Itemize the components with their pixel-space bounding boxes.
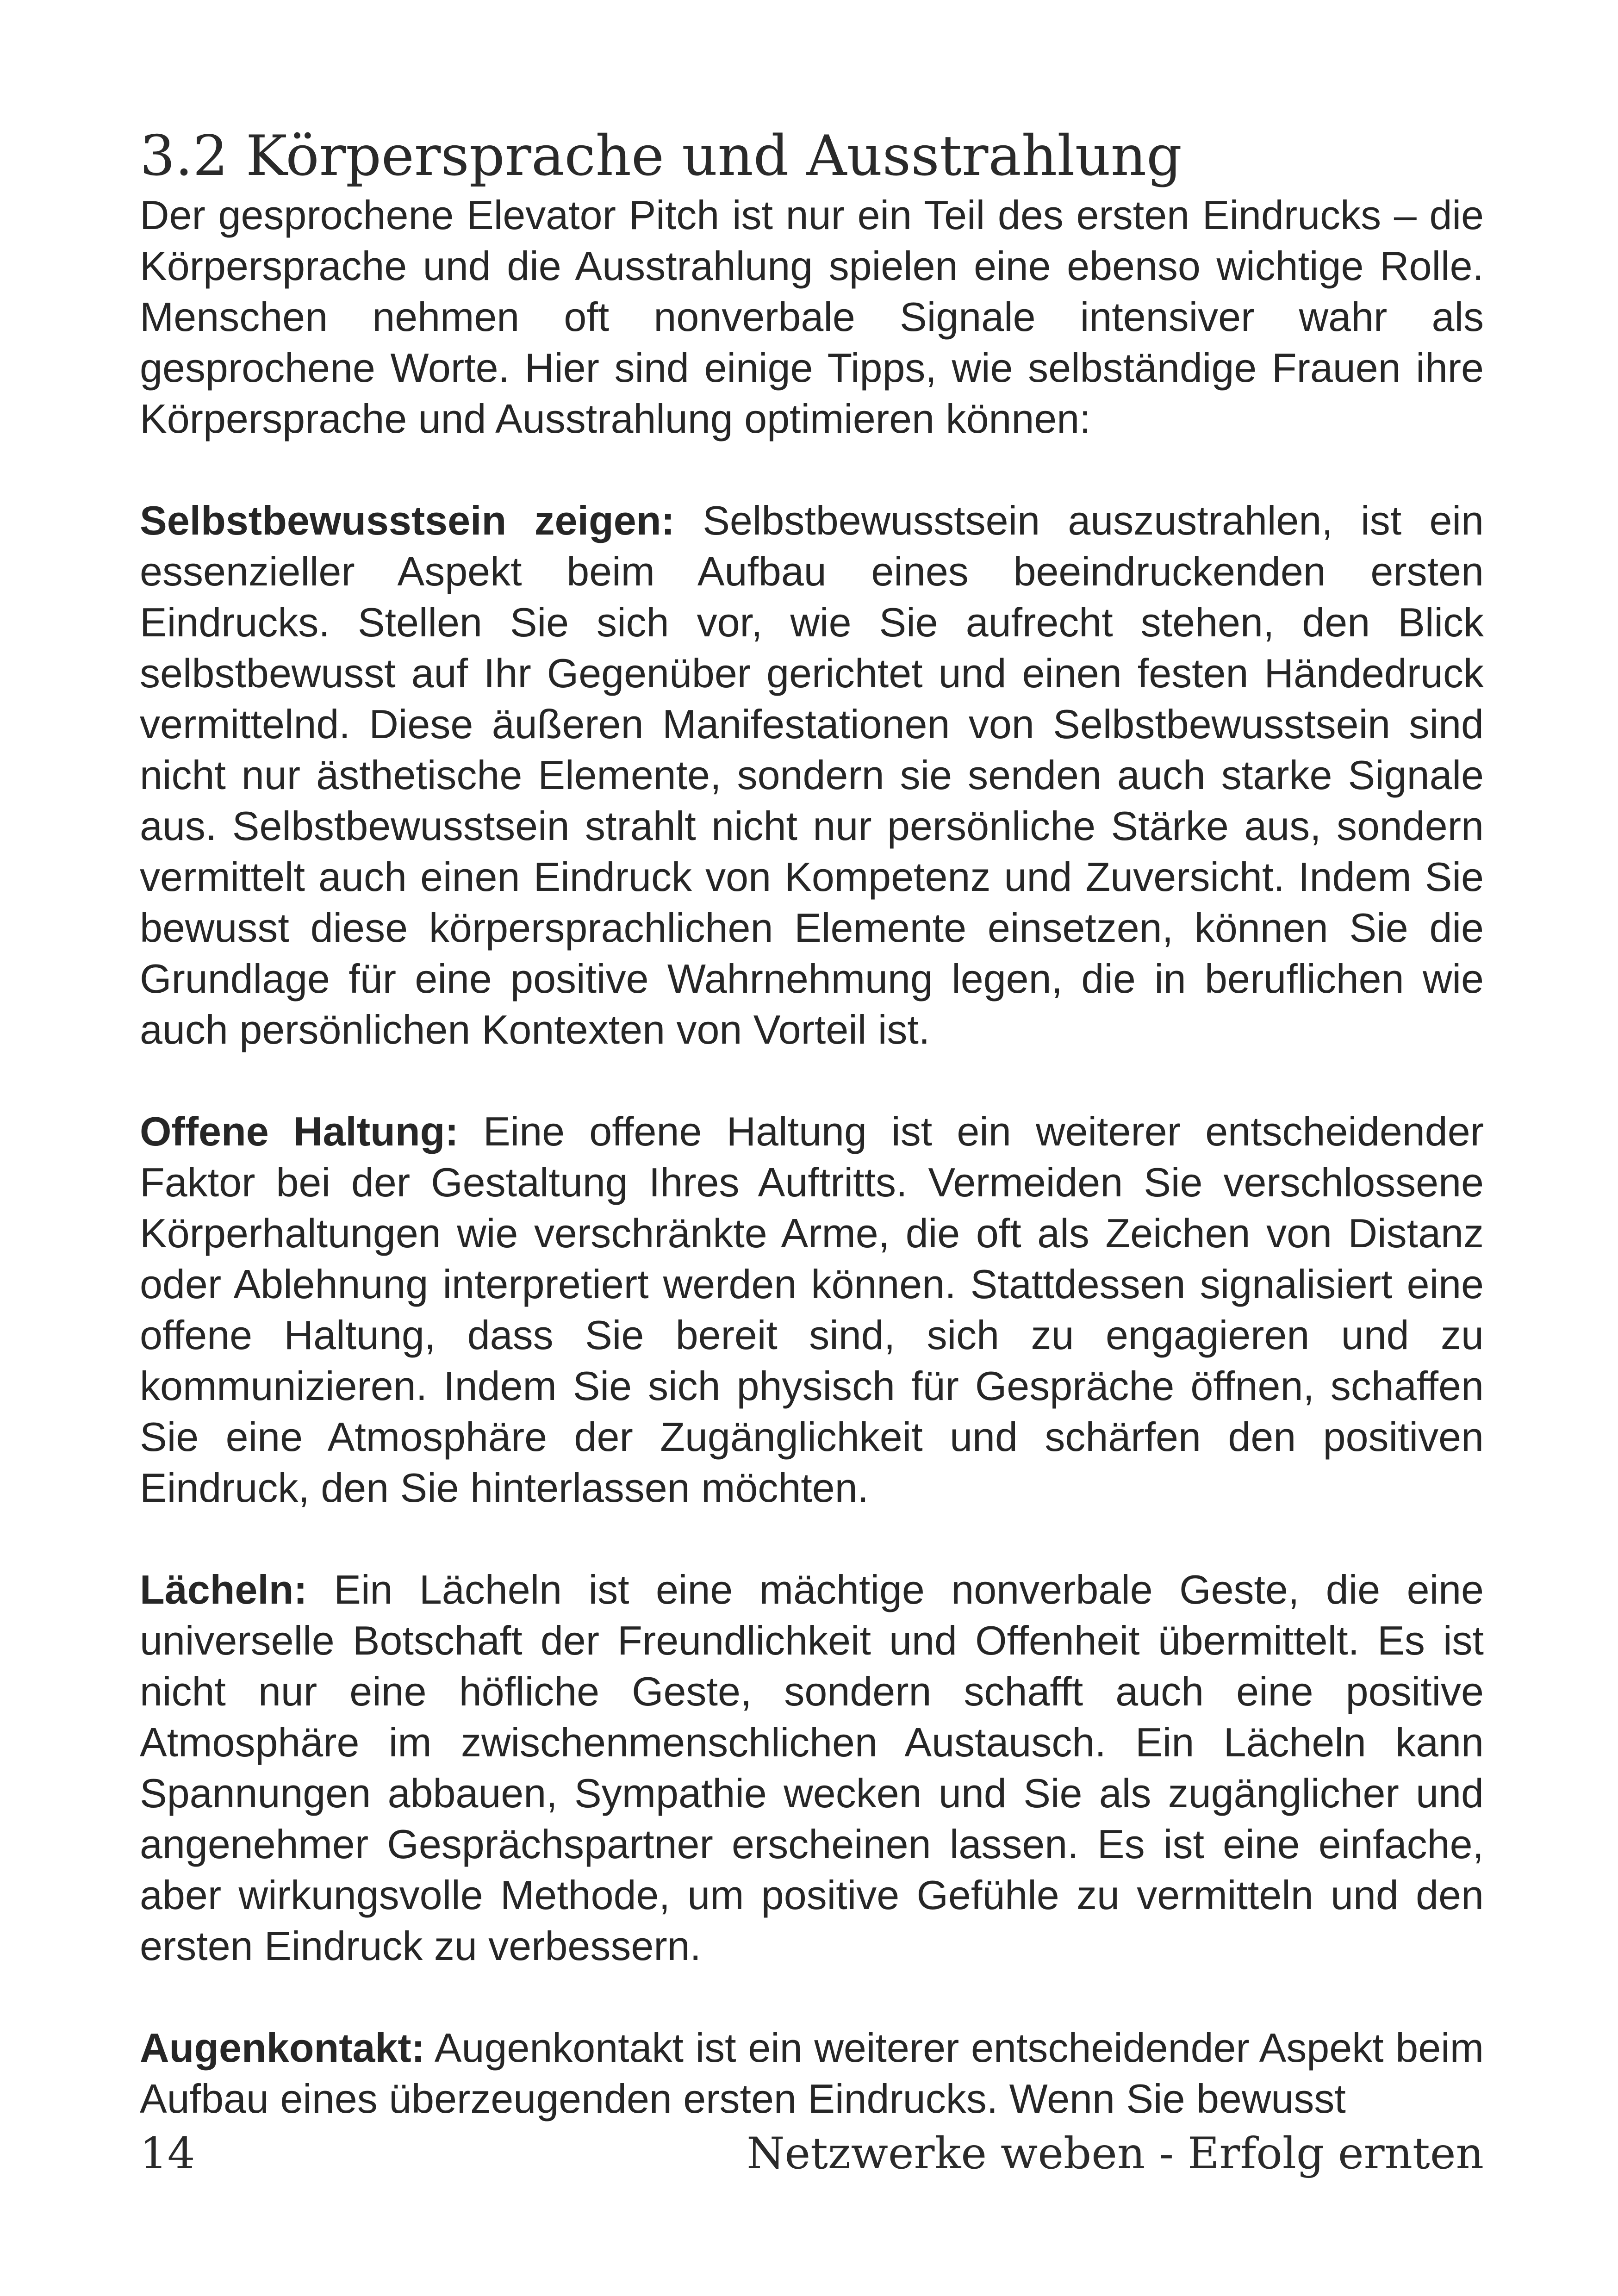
intro-paragraph: Der gesprochene Elevator Pitch ist nur ein Teil des ersten Eindrucks – die Körpersprache und die Ausstrahlung spielen eine ebenso wichtige Rolle. Menschen nehmen oft nonverbale Signale intensiver wahr als gesprochene Worte. Hier sind einige Tipps, wie selbständige Frauen ihre Körpersprache und Ausstrahlung optimieren können: <box>140 192 1484 442</box>
paragraph-lead: Augenkontakt: <box>140 2025 425 2071</box>
paragraph-text: Eine offene Haltung ist ein weiterer entscheidender Faktor bei der Gestaltung Ihres Auftritts. Vermeiden Sie verschlossene Körperhaltungen wie verschränkte Arme, die oft als Zeichen von Distanz oder Ablehnung interpretiert werden können. Stattdessen signalisiert eine offene Haltung, dass Sie bereit sind, sich zu engagieren und zu kommunizieren. Indem Sie sich physisch für Gespräche öffnen, schaffen Sie eine Atmosphäre der Zugänglichkeit und schärfen den positiven Eindruck, den Sie hinterlassen möchten. <box>140 1108 1484 1511</box>
paragraph-text: Augenkontakt ist ein weiterer entscheidender Aspekt beim Aufbau eines überzeugenden ersten Eindrucks. Wenn Sie bewusst <box>140 2025 1484 2122</box>
paragraph-lead: Offene Haltung: <box>140 1108 459 1154</box>
book-title: Netzwerke weben - Erfolg ernten <box>747 2128 1484 2179</box>
paragraph-laecheln <box>140 1564 1484 1972</box>
page-footer <box>140 2126 1484 2182</box>
page-number: 14 <box>140 2128 195 2179</box>
paragraph-text: Ein Lächeln ist eine mächtige nonverbale Geste, die eine universelle Botschaft der Freundlichkeit und Offenheit übermittelt. Es ist nicht nur eine höfliche Geste, sondern schafft auch eine positive Atmosphäre im zwischenmenschlichen Austausch. Ein Lächeln kann Spannungen abbauen, Sympathie wecken und Sie als zugänglicher und angenehmer Gesprächspartner erscheinen lassen. Es ist eine einfache, aber wirkungsvolle Methode, um positive Gefühle zu vermitteln und den ersten Eindruck zu verbessern. <box>140 1567 1484 1969</box>
paragraph-selbstbewusstsein <box>140 495 1484 1055</box>
paragraph-augenkontakt <box>140 2022 1484 2124</box>
paragraph-lead: Lächeln: <box>140 1567 307 1612</box>
paragraph-text: Selbstbewusstsein auszustrahlen, ist ein essenzieller Aspekt beim Aufbau eines beeindruckenden ersten Eindrucks. Stellen Sie sich vor, wie Sie aufrecht stehen, den Blick selbstbewusst auf Ihr Gegenüber gerichtet und einen festen Händedruck vermittelnd. Diese äußeren Manifestationen von Selbstbewusstsein sind nicht nur ästhetische Elemente, sondern sie senden auch starke Signale aus. Selbstbewusstsein strahlt nicht nur persönliche Stärke aus, sondern vermittelt auch einen Eindruck von Kompetenz und Zuversicht. Indem Sie bewusst diese körpersprachlichen Elemente einsetzen, können Sie die Grundlage für eine positive Wahrnehmung legen, die in beruflichen wie auch persönlichen Kontexten von Vorteil ist. <box>140 498 1484 1052</box>
section-heading: 3.2 Körpersprache und Ausstrahlung <box>140 124 1182 188</box>
paragraph-lead: Selbstbewusstsein zeigen: <box>140 498 675 543</box>
page-content <box>140 124 1484 2124</box>
paragraph-offene-haltung <box>140 1106 1484 1513</box>
